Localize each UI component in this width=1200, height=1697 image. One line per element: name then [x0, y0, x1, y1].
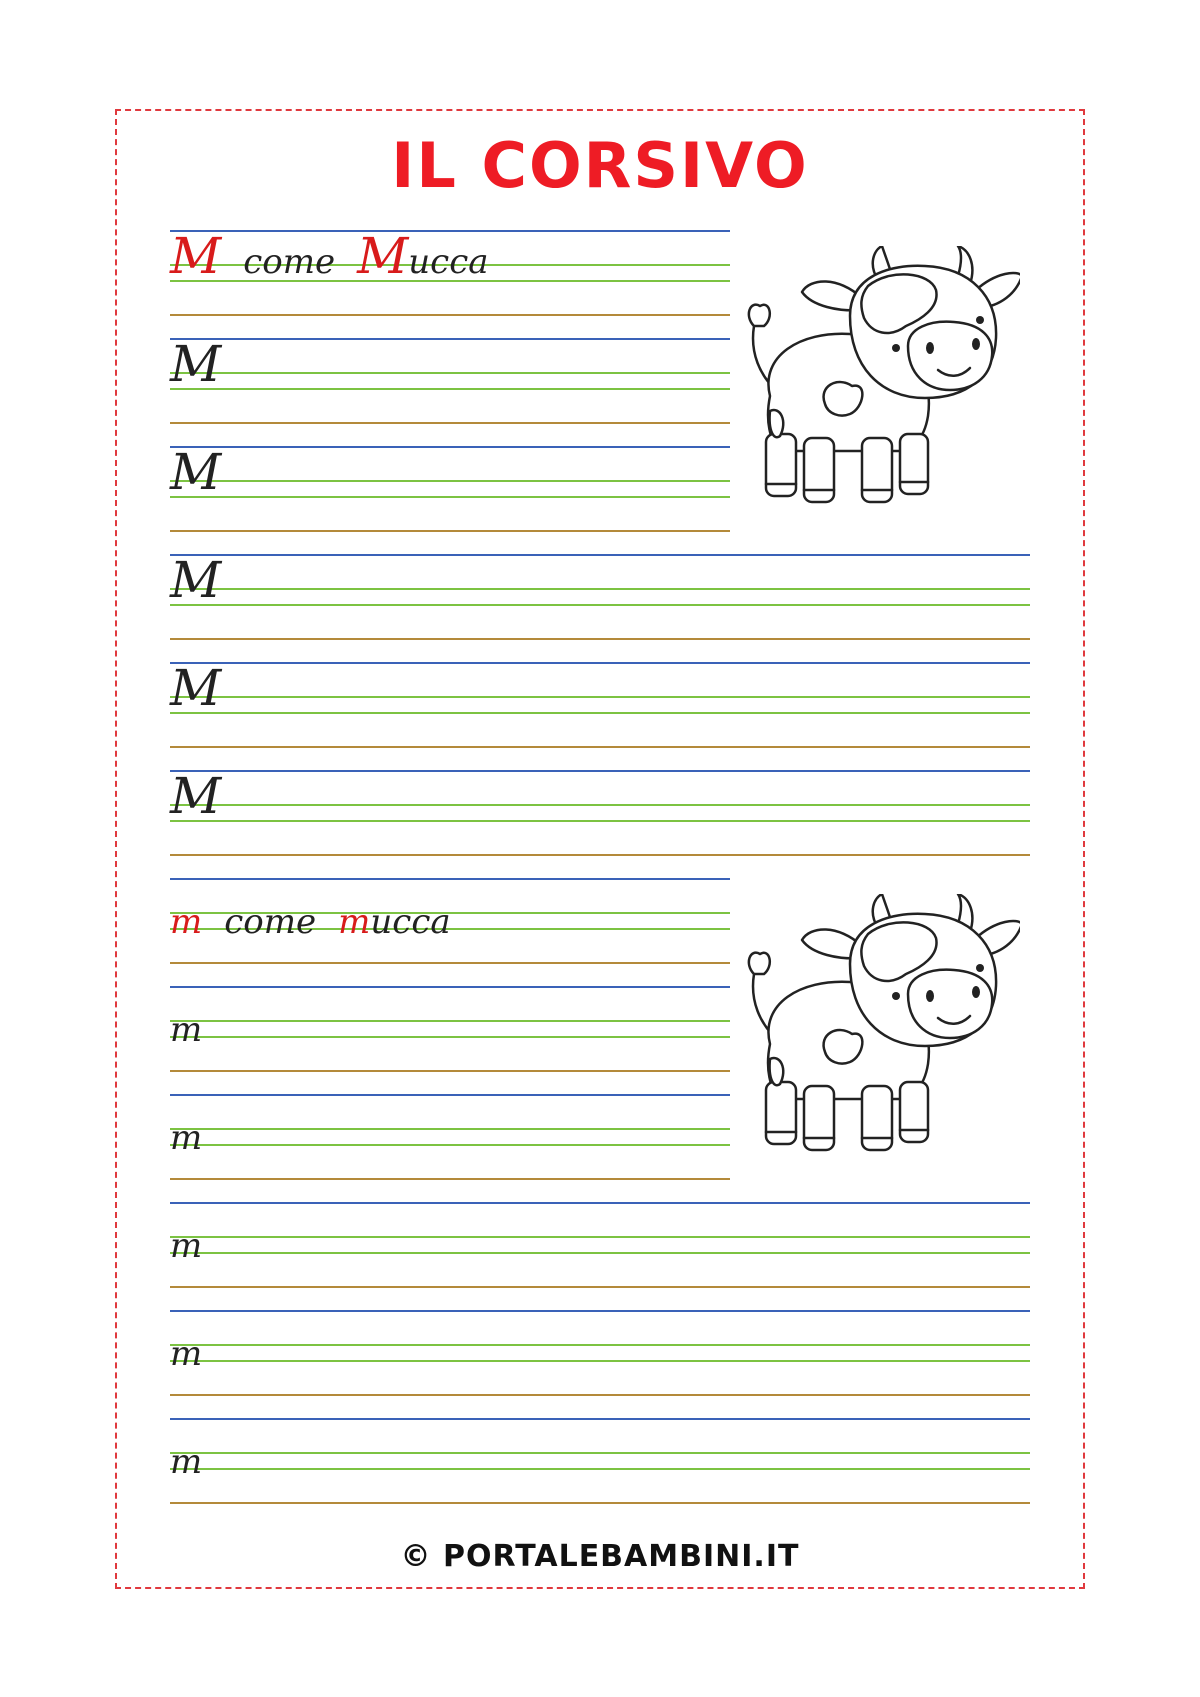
- practice-row: [170, 986, 730, 1072]
- practice-row: [170, 335, 730, 424]
- practice-row: [170, 1094, 730, 1180]
- example-row-lower: [170, 878, 730, 964]
- practice-letter: M: [170, 443, 222, 501]
- example-word-rest: ucca: [370, 902, 451, 942]
- example-row-upper: [170, 227, 730, 316]
- practice-row: [170, 551, 1030, 640]
- example-word-initial: m: [338, 902, 371, 942]
- cow-icon: [740, 894, 1020, 1164]
- example-text-lower: [170, 892, 451, 952]
- footer-credit: © PORTALEBAMBINI.IT: [400, 1539, 800, 1574]
- practice-row: [170, 1202, 1030, 1288]
- practice-letter: M: [170, 767, 222, 825]
- example-word-initial: M: [357, 227, 409, 285]
- example-word-rest: ucca: [408, 242, 489, 282]
- example-word: come: [243, 242, 336, 282]
- practice-letter: M: [170, 551, 222, 609]
- page-title: IL CORSIVO: [391, 129, 809, 202]
- practice-letter: m: [170, 1442, 203, 1482]
- practice-row: [170, 1310, 1030, 1396]
- practice-row: [170, 1418, 1030, 1504]
- example-text-upper: [170, 226, 489, 286]
- practice-letter: M: [170, 335, 222, 393]
- practice-row: [170, 767, 1030, 856]
- practice-letter: m: [170, 1226, 203, 1266]
- example-word: come: [224, 902, 317, 942]
- example-letter: m: [170, 902, 203, 942]
- cow-icon: [740, 246, 1020, 516]
- practice-letter: M: [170, 659, 222, 717]
- practice-letter: m: [170, 1334, 203, 1374]
- practice-letter: m: [170, 1010, 203, 1050]
- practice-row: [170, 443, 730, 532]
- practice-row: [170, 659, 1030, 748]
- example-letter: M: [170, 227, 222, 285]
- practice-letter: m: [170, 1118, 203, 1158]
